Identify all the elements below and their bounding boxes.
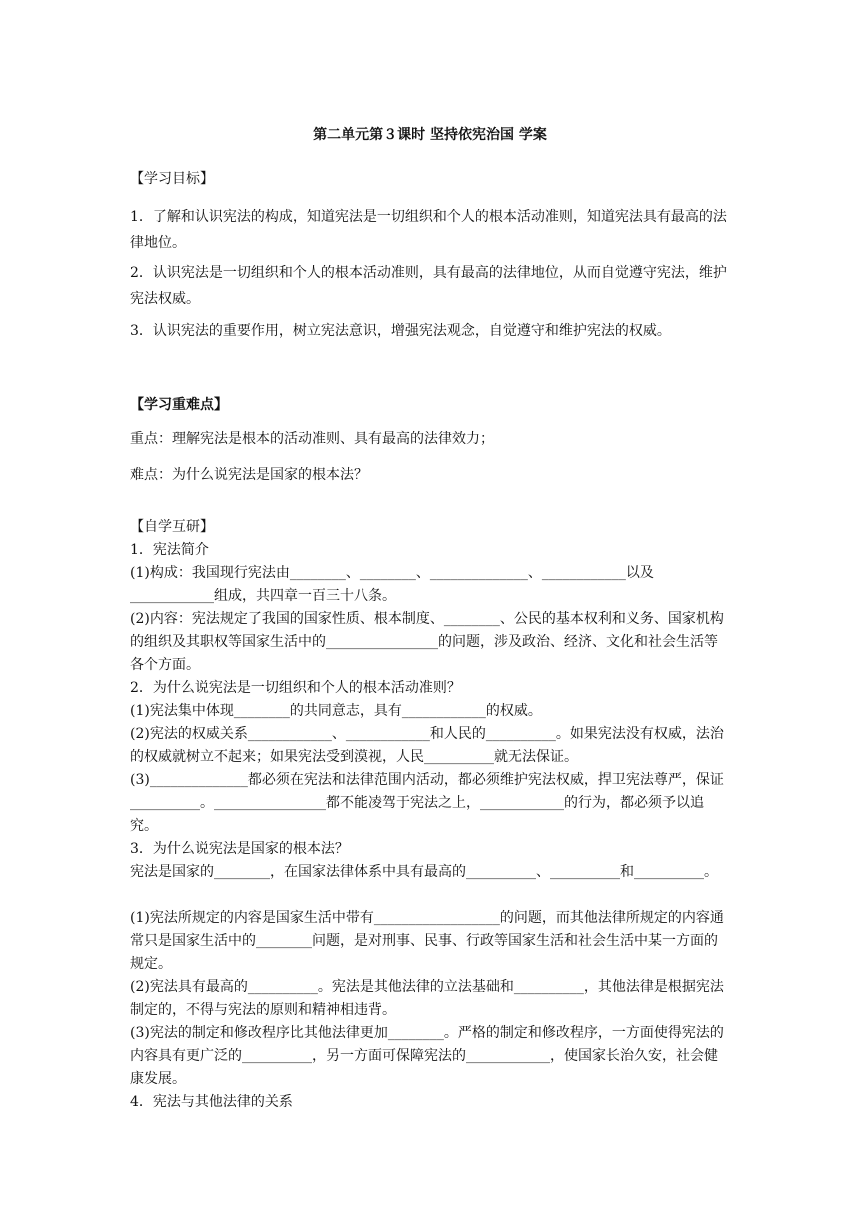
study-line-9: 宪法是国家的________，在国家法律体系中具有最高的__________、__________和__________。 xyxy=(130,864,718,880)
study-line-7: (3)______________都必须在宪法和法律范围内活动，都必须维护宪法权威，捍卫宪法尊严，保证__________。________________都不能凌驾于宪法之上，____________的行为，都必须予以追究。 xyxy=(130,772,724,834)
study-heading: 【自学互研】 xyxy=(130,519,214,535)
study-line-8: 3．为什么说宪法是国家的根本法？ xyxy=(130,841,349,857)
difficult-point: 难点：为什么说宪法是国家的根本法？ xyxy=(130,467,368,483)
study-line-1: 1．宪法简介 xyxy=(130,542,209,558)
study-line-4: 2．为什么说宪法是一切组织和个人的根本活动准则？ xyxy=(130,680,461,696)
study-line-3: (2)内容：宪法规定了我国的国家性质、根本制度、________、公民的基本权利和义务、国家机构的组织及其职权等国家生活中的________________的问题，涉及政治、经济、文化和社会生活等各个方面。 xyxy=(130,611,724,673)
study-line-6: (2)宪法的权威关系____________、____________和人民的__________。如果宪法没有权威，法治的权威就树立不起来；如果宪法受到漠视，人民__________就无法保证。 xyxy=(130,726,724,765)
study-line-11: (2)宪法具有最高的__________。宪法是其他法律的立法基础和__________，其他法律是根据宪法制定的，不得与宪法的原则和精神相违背。 xyxy=(130,979,724,1018)
study-line-10: (1)宪法所规定的内容是国家生活中带有__________________的问题，而其他法律所规定的内容通常只是国家生活中的________问题，是对刑事、民事、行政等国家生活和社会生活中某一方面的规定。 xyxy=(130,910,724,972)
study-line-13: 4．宪法与其他法律的关系 xyxy=(130,1094,293,1110)
study-line-12: (3)宪法的制定和修改程序比其他法律更加________。严格的制定和修改程序，一方面使得宪法的内容具有更广泛的__________，另一方面可保障宪法的____________，使国家长治久安，社会健康发展。 xyxy=(130,1025,724,1087)
key-point: 重点：理解宪法是根本的活动准则、具有最高的法律效力； xyxy=(130,431,494,447)
objectives-heading: 【学习目标】 xyxy=(130,171,214,187)
keypoints-heading: 【学习重难点】 xyxy=(130,397,228,413)
document-title: 第二单元第３课时 坚持依宪治国 学案 xyxy=(313,127,547,143)
study-line-2: (1)构成：我国现行宪法由________、________、______________、____________以及____________组成，共四章一百三十八条。 xyxy=(130,565,654,604)
objective-item-1: 1．了解和认识宪法的构成，知道宪法是一切组织和个人的根本活动准则，知道宪法具有最高的法律地位。 xyxy=(130,209,727,251)
objective-item-2: 2．认识宪法是一切组织和个人的根本活动准则，具有最高的法律地位，从而自觉遵守宪法，维护宪法权威。 xyxy=(130,265,727,307)
objective-item-3: 3．认识宪法的重要作用，树立宪法意识，增强宪法观念，自觉遵守和维护宪法的权威。 xyxy=(130,323,671,339)
study-line-5: (1)宪法集中体现________的共同意志，具有____________的权威。 xyxy=(130,703,542,719)
